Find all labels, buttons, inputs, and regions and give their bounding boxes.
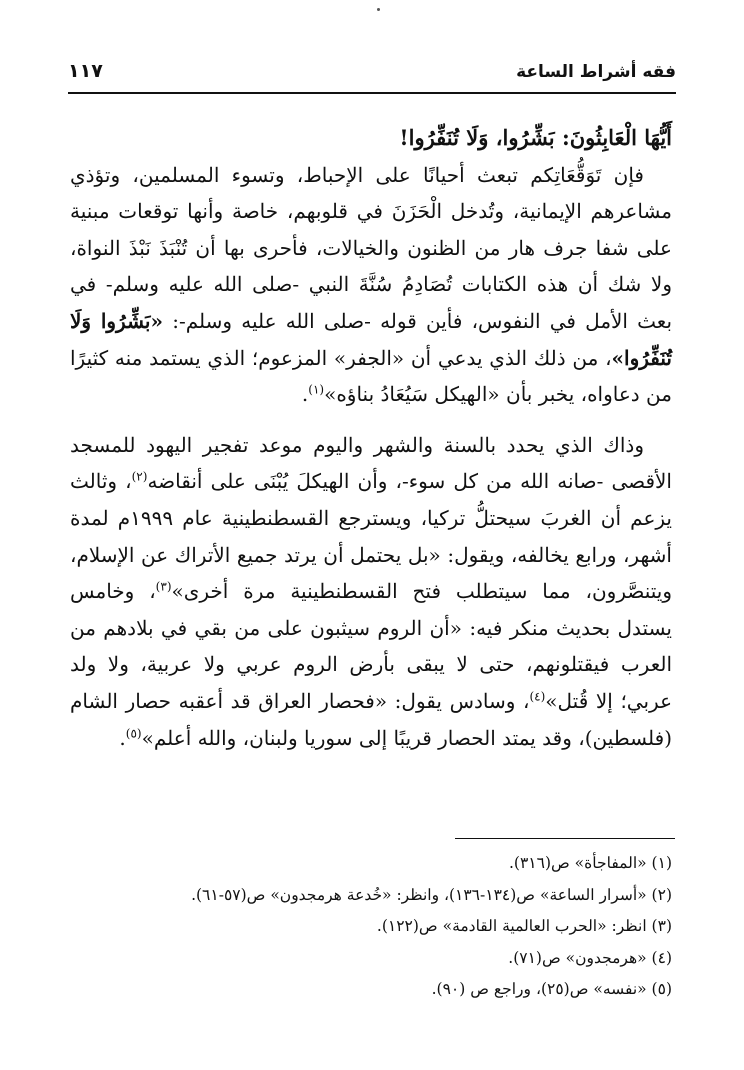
footnote-ref-2: (٢)	[131, 469, 148, 484]
footnote-5: (٥) «نفسه» ص(٢٥)، وراجع ص (٩٠).	[431, 980, 672, 998]
footnote-1: (١) «المفاجأة» ص(٣١٦).	[509, 854, 672, 872]
paragraph-1-text-b: ، من ذلك الذي يدعي أن «الجفر» المزعوم؛ الذي يستمد منه كثيرًا من دعاواه، يخبر بأن «الهيكل سَيُعَادُ بناؤه»	[70, 345, 672, 407]
footnote-rule	[455, 838, 675, 839]
paragraph-1-text-a: فإن تَوَقُّعَاتِكم تبعث أحيانًا على الإحباط، وتسوء المسلمين، وتؤذي مشاعرهم الإيمانية، وتُدخل الْحَزَنَ في قلوبهم، خاصة وأنها توقعات مبنية على شفا جرف هار من الظنون والخيالات، فأحرى بها أن تُنْبَذَ نَبْذَ النواة، ولا شك أن هذه الكتابات تُصَادِمُ سُنَّةَ النبي -صلى الله عليه وسلم- في بعث الأمل في النفوس، فأين قوله -صلى الله عليه وسلم-:	[70, 162, 673, 333]
section-heading: أَيُّهَا الْعَابِثُونَ: بَشِّرُوا، وَلَا تُنَفِّرُوا!	[399, 125, 672, 150]
paragraph-2-text-b: ، وثالث يزعم أن الغربَ سيحتلُّ تركيا، ويسترجع القسطنطينية عام ١٩٩٩م لمدة أشهر، ورابع يخالفه، ويقول: «بل يحتمل أن يرتد جميع الأتراك عن الإسلام، ويتنصَّرون، مما سيتطلب فتح القسطنطينية مرة أخرى»	[70, 469, 673, 604]
footnote-3: (٣) انظر: «الحرب العالمية القادمة» ص(١٢٢).	[376, 917, 672, 935]
header-title: فقه أشراط الساعة	[516, 62, 676, 82]
scan-speck	[377, 8, 380, 11]
footnote-4: (٤) «هرمجدون» ص(٧١).	[508, 948, 672, 967]
paragraph-2-text-a: وذاك الذي يحدد بالسنة والشهر واليوم موعد تفجير اليهود للمسجد الأقصى -صانه الله من كل سوء-، وأن الهيكلَ يُبْنَى على أنقاضه	[70, 432, 672, 494]
paragraph-1-end: .	[301, 382, 309, 407]
paragraph-2	[70, 427, 672, 756]
hadith-quote: «بَشِّرُوا وَلَا تُنَفِّرُوا»	[70, 308, 672, 370]
footnotes	[70, 848, 672, 1006]
paragraph-1	[70, 157, 672, 413]
paragraph-2-end: .	[119, 725, 126, 750]
footnote-ref-1: (١)	[308, 382, 325, 397]
footnote-2: (٢) «أسرار الساعة» ص(١٣٤-١٣٦)، وانظر: «خُدعة هرمجدون» ص(٥٧-٦١).	[191, 885, 672, 904]
paragraph-2-text-c: ، وخامس يستدل بحديث منكر فيه: «أن الروم سيثبون على من بقي في بلادهم من العرب فيقتلونهم، حتى لا يبقى بأرض الروم عربي ولا عربية، ولا ولد عربي؛ إلا قُتل»	[70, 579, 673, 713]
header-rule	[68, 92, 676, 94]
running-header	[68, 58, 676, 90]
footnote-ref-4: (٤)	[529, 689, 546, 704]
footnote-ref-3: (٣)	[155, 579, 172, 594]
paragraph-2-text-d: ، وسادس يقول: «فحصار العراق قد أعقبه حصار الشام (فلسطين)، وقد يمتد الحصار قريبًا إلى سوريا ولبنان، والله أعلم»	[70, 688, 672, 750]
page-number: ١١٧	[68, 60, 103, 82]
footnote-ref-5: (٥)	[125, 725, 142, 740]
main-text	[70, 120, 672, 756]
